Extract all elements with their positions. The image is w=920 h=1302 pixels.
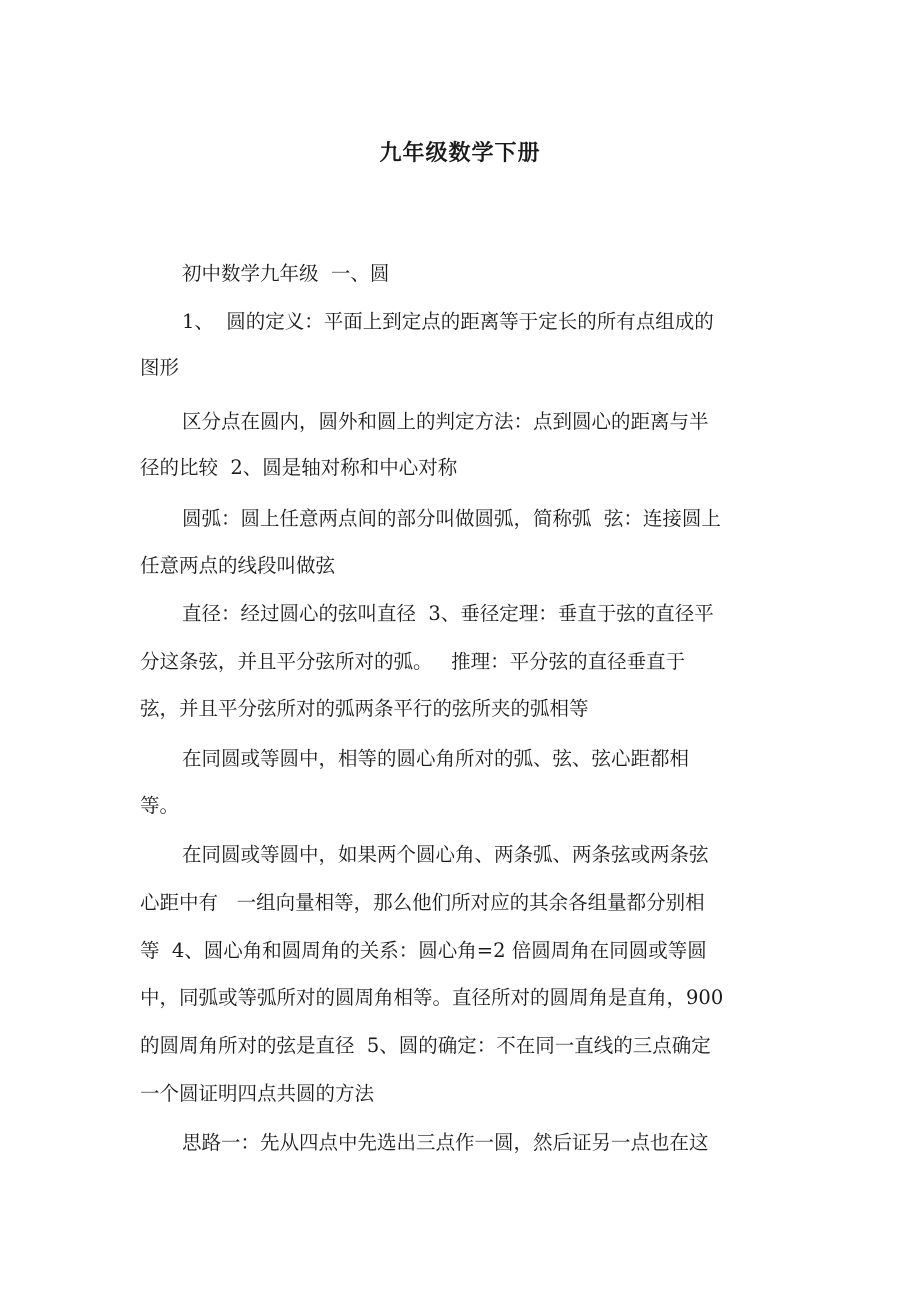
text-line: 弦，并且平分弦所对的弧两条平行的弦所夹的弧相等	[140, 697, 589, 720]
text-line: 思路一：先从四点中先选出三点作一圆，然后证另一点也在这	[182, 1131, 709, 1154]
text-line: 一个圆证明四点共圆的方法	[140, 1082, 375, 1105]
text-line: 中，同弧或等弧所对的圆周角相等。直径所对的圆周角是直角，900	[140, 986, 724, 1009]
text-line: 初中数学九年级 一、圆	[182, 262, 390, 285]
text-line: 等 4、圆心角和圆周角的关系：圆心角=2 倍圆周角在同圆或等圆	[140, 939, 707, 962]
text-line: 在同圆或等圆中，如果两个圆心角、两条弧、两条弦或两条弦	[182, 843, 709, 866]
text-line: 的圆周角所对的弦是直径 5、圆的确定：不在同一直线的三点确定	[140, 1034, 711, 1057]
text-line: 心距中有 一组向量相等，那么他们所对应的其余各组量都分别相	[140, 891, 705, 914]
text-line: 区分点在圆内，圆外和圆上的判定方法：点到圆心的距离与半	[182, 410, 709, 433]
text-line: 直径：经过圆心的弦叫直径 3、垂径定理：垂直于弦的直径平	[182, 602, 714, 625]
text-line: 径的比较 2、圆是轴对称和中心对称	[140, 456, 458, 479]
text-line: 1、 圆的定义：平面上到定点的距离等于定长的所有点组成的	[182, 310, 714, 333]
text-line: 图形	[140, 356, 180, 379]
text-line: 在同圆或等圆中，相等的圆心角所对的弧、弦、弦心距都相	[182, 747, 690, 770]
text-line: 等。	[140, 794, 180, 817]
text-line: 圆弧：圆上任意两点间的部分叫做圆弧，简称弧 弦：连接圆上	[182, 507, 721, 530]
text-line: 任意两点的线段叫做弦	[140, 554, 336, 577]
text-line: 分这条弦，并且平分弦所对的弧。 推理：平分弦的直径垂直于	[140, 650, 686, 673]
document-title: 九年级数学下册	[379, 140, 541, 166]
